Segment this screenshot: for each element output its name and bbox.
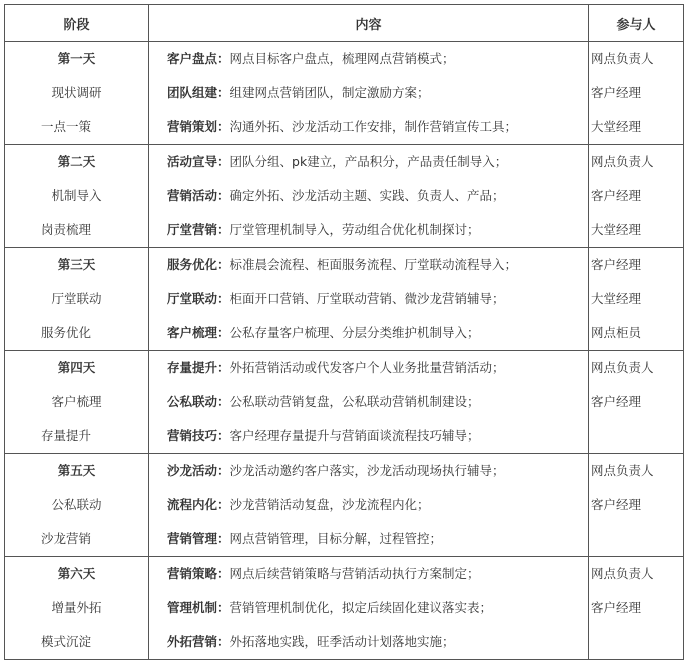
content-item <box>149 145 588 179</box>
content-cell <box>149 454 589 557</box>
header-people: 参与人 <box>589 5 684 42</box>
stage-cell <box>5 454 149 557</box>
participant: 客户经理 <box>591 600 642 615</box>
participant: 网点柜员 <box>591 325 642 340</box>
content-item-label: 活动宣导： <box>167 154 230 169</box>
table-row <box>5 145 684 248</box>
people-cell <box>589 42 684 145</box>
stage-topic: 机制导入 <box>51 188 102 203</box>
people-cell <box>589 557 684 660</box>
content-item-label: 厅堂营销： <box>167 222 230 237</box>
participant <box>589 522 683 556</box>
content-item-label: 营销策略： <box>167 566 230 581</box>
content-cell <box>149 557 589 660</box>
content-cell <box>149 248 589 351</box>
participant: 网点负责人 <box>591 566 654 581</box>
content-item <box>149 351 588 385</box>
stage-cell <box>5 42 149 145</box>
content-item-label: 客户盘点： <box>167 51 230 66</box>
content-item-label: 外拓营销： <box>167 634 230 649</box>
participant: 网点负责人 <box>591 51 654 66</box>
content-item-text: 外拓落地实践，旺季活动计划落地实施； <box>229 634 455 649</box>
stage-day: 第二天 <box>57 154 96 169</box>
participant: 客户经理 <box>591 394 642 409</box>
content-item <box>149 591 588 625</box>
stage-subtopic: 服务优化 <box>41 325 92 340</box>
content-item-text: 网点营销管理，目标分解，过程管控； <box>229 531 443 546</box>
content-item-label: 营销管理： <box>167 531 230 546</box>
participant: 网点负责人 <box>591 463 654 478</box>
stage-topic: 增量外拓 <box>51 600 102 615</box>
schedule-table <box>4 4 684 660</box>
content-item-text: 外拓营销活动或代发客户个人业务批量营销活动； <box>229 360 505 375</box>
stage-subtopic: 沙龙营销 <box>41 531 92 546</box>
stage-subtopic: 一点一策 <box>41 119 92 134</box>
content-item <box>149 42 588 76</box>
content-item-text: 网点后续营销策略与营销活动执行方案制定； <box>229 566 480 581</box>
content-item-text: 客户经理存量提升与营销面谈流程技巧辅导； <box>229 428 480 443</box>
stage-subtopic: 模式沉淀 <box>41 634 92 649</box>
participant: 大堂经理 <box>591 222 642 237</box>
stage-topic: 客户梳理 <box>51 394 102 409</box>
header-stage: 阶段 <box>5 5 149 42</box>
content-item-text: 营销管理机制优化，拟定后续固化建议落实表； <box>229 600 493 615</box>
content-item-label: 服务优化： <box>167 257 230 272</box>
table-row <box>5 351 684 454</box>
content-item-label: 存量提升： <box>167 360 230 375</box>
participant: 网点负责人 <box>591 360 654 375</box>
content-item <box>149 316 588 350</box>
content-item-label: 营销活动： <box>167 188 230 203</box>
table-row <box>5 248 684 351</box>
content-item-label: 团队组建： <box>167 85 230 100</box>
content-item-label: 客户梳理： <box>167 325 230 340</box>
people-cell <box>589 145 684 248</box>
content-item <box>149 110 588 144</box>
stage-subtopic: 存量提升 <box>41 428 92 443</box>
stage-day: 第五天 <box>57 463 96 478</box>
content-cell <box>149 145 589 248</box>
participant <box>589 625 683 659</box>
stage-topic: 现状调研 <box>51 85 102 100</box>
participant <box>589 419 683 453</box>
content-cell <box>149 42 589 145</box>
content-item-text: 沟通外拓、沙龙活动工作安排，制作营销宣传工具； <box>229 119 518 134</box>
content-item-text: 沙龙营销活动复盘，沙龙流程内化； <box>229 497 430 512</box>
stage-cell <box>5 248 149 351</box>
content-item <box>149 76 588 110</box>
content-cell <box>149 351 589 454</box>
content-item-text: 柜面开口营销、厅堂联动营销、微沙龙营销辅导； <box>229 291 505 306</box>
header-content: 内容 <box>149 5 589 42</box>
stage-day: 第四天 <box>57 360 96 375</box>
content-item-text: 标准晨会流程、柜面服务流程、厅堂联动流程导入； <box>229 257 518 272</box>
content-item-label: 营销策划： <box>167 119 230 134</box>
content-item <box>149 248 588 282</box>
people-cell <box>589 351 684 454</box>
participant: 客户经理 <box>591 85 642 100</box>
content-item <box>149 213 588 247</box>
content-item-label: 沙龙活动： <box>167 463 230 478</box>
content-item-label: 营销技巧： <box>167 428 230 443</box>
content-item-label: 公私联动： <box>167 394 230 409</box>
stage-cell <box>5 351 149 454</box>
content-item <box>149 179 588 213</box>
table-row <box>5 557 684 660</box>
header-row <box>5 5 684 42</box>
content-item-label: 管理机制： <box>167 600 230 615</box>
content-item <box>149 385 588 419</box>
table-row <box>5 454 684 557</box>
people-cell <box>589 248 684 351</box>
content-item-label: 流程内化： <box>167 497 230 512</box>
participant: 客户经理 <box>591 257 642 272</box>
content-item-text: 确定外拓、沙龙活动主题、实践、负责人、产品； <box>229 188 505 203</box>
content-item-text: 厅堂管理机制导入，劳动组合优化机制探讨； <box>229 222 480 237</box>
stage-subtopic: 岗责梳理 <box>41 222 92 237</box>
stage-day: 第三天 <box>57 257 96 272</box>
stage-day: 第一天 <box>57 51 96 66</box>
participant: 客户经理 <box>591 497 642 512</box>
participant: 大堂经理 <box>591 119 642 134</box>
content-item-text: 公私联动营销复盘，公私联动营销机制建设； <box>229 394 480 409</box>
participant: 大堂经理 <box>591 291 642 306</box>
stage-day: 第六天 <box>57 566 96 581</box>
stage-cell <box>5 145 149 248</box>
content-item-label: 厅堂联动： <box>167 291 230 306</box>
content-item-text: 团队分组、pk建立，产品积分，产品责任制导入； <box>229 154 508 169</box>
participant: 客户经理 <box>591 188 642 203</box>
content-item <box>149 454 588 488</box>
content-item <box>149 522 588 556</box>
people-cell <box>589 454 684 557</box>
content-item <box>149 557 588 591</box>
content-item <box>149 625 588 659</box>
content-item-text: 组建网点营销团队，制定激励方案； <box>229 85 430 100</box>
table-row <box>5 42 684 145</box>
stage-cell <box>5 557 149 660</box>
content-item-text: 公私存量客户梳理、分层分类维护机制导入； <box>229 325 480 340</box>
stage-topic: 厅堂联动 <box>51 291 102 306</box>
content-item <box>149 419 588 453</box>
content-item <box>149 282 588 316</box>
content-item-text: 网点目标客户盘点，梳理网点营销模式； <box>229 51 455 66</box>
stage-topic: 公私联动 <box>51 497 102 512</box>
content-item <box>149 488 588 522</box>
participant: 网点负责人 <box>591 154 654 169</box>
content-item-text: 沙龙活动邀约客户落实，沙龙活动现场执行辅导； <box>229 463 505 478</box>
